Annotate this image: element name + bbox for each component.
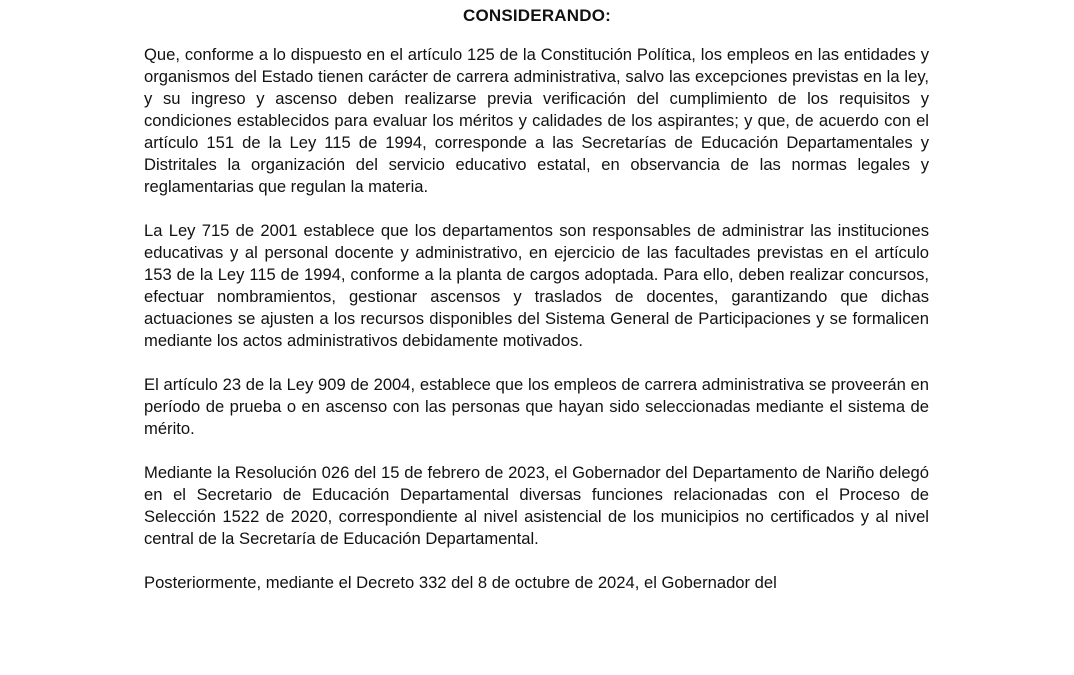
paragraph-ley-715: La Ley 715 de 2001 establece que los departamentos son responsables de administrar las instituciones educativas y al personal docente y administrativo, en ejercicio de las facultades previstas en el artículo 153 de la Ley 115 de 1994, conforme a la planta de cargos adoptada. Para ello, deben realizar concursos, efectuar nombramientos, gestionar ascensos y traslados de docentes, garantizando que dichas actuaciones se ajusten a los recursos disponibles del Sistema General de Participaciones y se formalicen mediante los actos administrativos debidamente motivados.: [144, 221, 929, 350]
section-heading: CONSIDERANDO:: [462, 6, 612, 25]
paragraph-decreto-332: Posteriormente, mediante el Decreto 332 del 8 de octubre de 2024, el Gobernador del: [144, 573, 777, 592]
paragraph-resolucion-026: Mediante la Resolución 026 del 15 de febrero de 2023, el Gobernador del Departamento de Nariño delegó en el Secretario de Educación Departamental diversas funciones relacionadas con el Proceso de Selección 1522 de 2020, correspondiente al nivel asistencial de los municipios no certificados y al nivel central de la Secretaría de Educación Departamental.: [144, 463, 929, 548]
paragraph-article-125: Que, conforme a lo dispuesto en el artículo 125 de la Constitución Política, los empleos en las entidades y organismos del Estado tienen carácter de carrera administrativa, salvo las excepciones previstas en la ley, y su ingreso y ascenso deben realizarse previa verificación del cumplimiento de los requisitos y condiciones establecidos para evaluar los méritos y calidades de los aspirantes; y que, de acuerdo con el artículo 151 de la Ley 115 de 1994, corresponde a las Secretarías de Educación Departamentales y Distritales la organización del servicio educativo estatal, en observancia de las normas legales y reglamentarias que regulan la materia.: [144, 45, 929, 196]
paragraph-ley-909: El artículo 23 de la Ley 909 de 2004, establece que los empleos de carrera administrativa se proveerán en período de prueba o en ascenso con las personas que hayan sido seleccionadas mediante el sistema de mérito.: [144, 375, 929, 438]
document-body: [144, 44, 929, 616]
